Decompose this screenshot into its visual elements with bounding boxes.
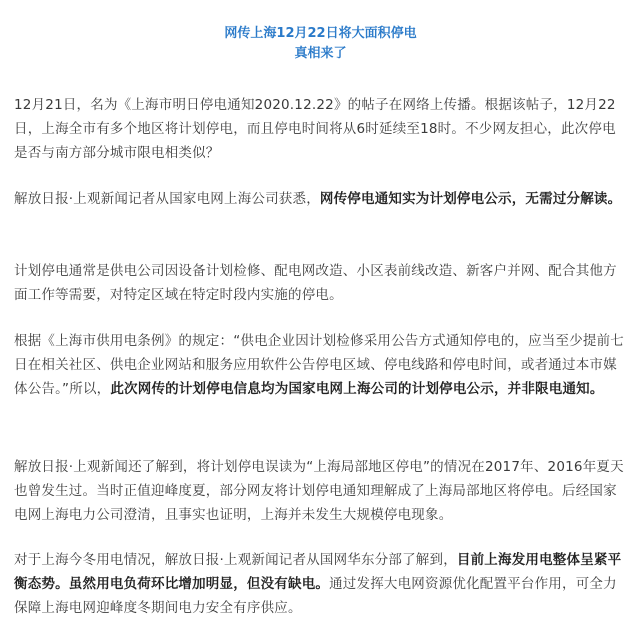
paragraph-source-text: 解放日报·上观新闻记者从国家电网上海公司获悉， [14, 191, 320, 207]
paragraph-definition [14, 259, 627, 307]
paragraph-winter-supply-tail: 通过发挥大电网资源优化配置平台作用，可全力保障上海电网迎峰度冬期间电力安全有序供应。 [14, 576, 617, 616]
paragraph-source-highlight: 网传停电通知实为计划停电公示，无需过分解读。 [319, 191, 622, 207]
paragraph-intro [14, 93, 627, 165]
paragraph-winter-supply-text: 对于上海今冬用电情况，解放日报·上观新闻记者从国网华东分部了解到， [14, 552, 457, 568]
title-line-2: 真相来了 [294, 46, 347, 61]
paragraph-definition-text: 计划停电通常是供电公司因设备计划检修、配电网改造、小区表前线改造、新客户并网、配合其他方面工作等需要，对特定区域在特定时段内实施的停电。 [14, 263, 617, 303]
paragraph-history [14, 455, 627, 527]
paragraph-regulation-highlight: 此次网传的计划停电信息均为国家电网上海公司的计划停电公示，并非限电通知。 [110, 381, 604, 397]
article-title [14, 24, 627, 68]
paragraph-source [14, 187, 627, 211]
paragraph-winter-supply-highlight: 目前上海发用电整体呈紧平衡态势。虽然用电负荷环比增加明显，但没有缺电。 [14, 552, 622, 592]
paragraph-regulation-text: 根据《上海市供用电条例》的规定：“供电企业因计划检修采用公告方式通知停电的，应当至少提前七日在相关社区、供电企业网站和服务应用软件公告停电区域、停电线路和停电时间，或者通过本市媒体公告。”所以， [14, 333, 624, 397]
paragraph-intro-text: 12月21日，名为《上海市明日停电通知2020.12.22》的帖子在网络上传播。根据该帖子，12月22日，上海全市有多个地区将计划停电，而且停电时间将从6时延续至18时。不少网友担心，此次停电是否与南方部分城市限电相类似？ [14, 97, 616, 161]
paragraph-winter-supply [14, 548, 627, 620]
paragraph-history-text: 解放日报·上观新闻还了解到，将计划停电误读为“上海局部地区停电”的情况在2017年、2016年夏天也曾发生过。当时正值迎峰度夏，部分网友将计划停电通知理解成了上海局部地区将停电。后经国家电网上海电力公司澄清，且事实也证明，上海并未发生大规模停电现象。 [14, 459, 624, 523]
article-body [14, 0, 627, 616]
title-line-1: 网传上海12月22日将大面积停电 [224, 26, 417, 41]
paragraph-regulation [14, 329, 627, 401]
